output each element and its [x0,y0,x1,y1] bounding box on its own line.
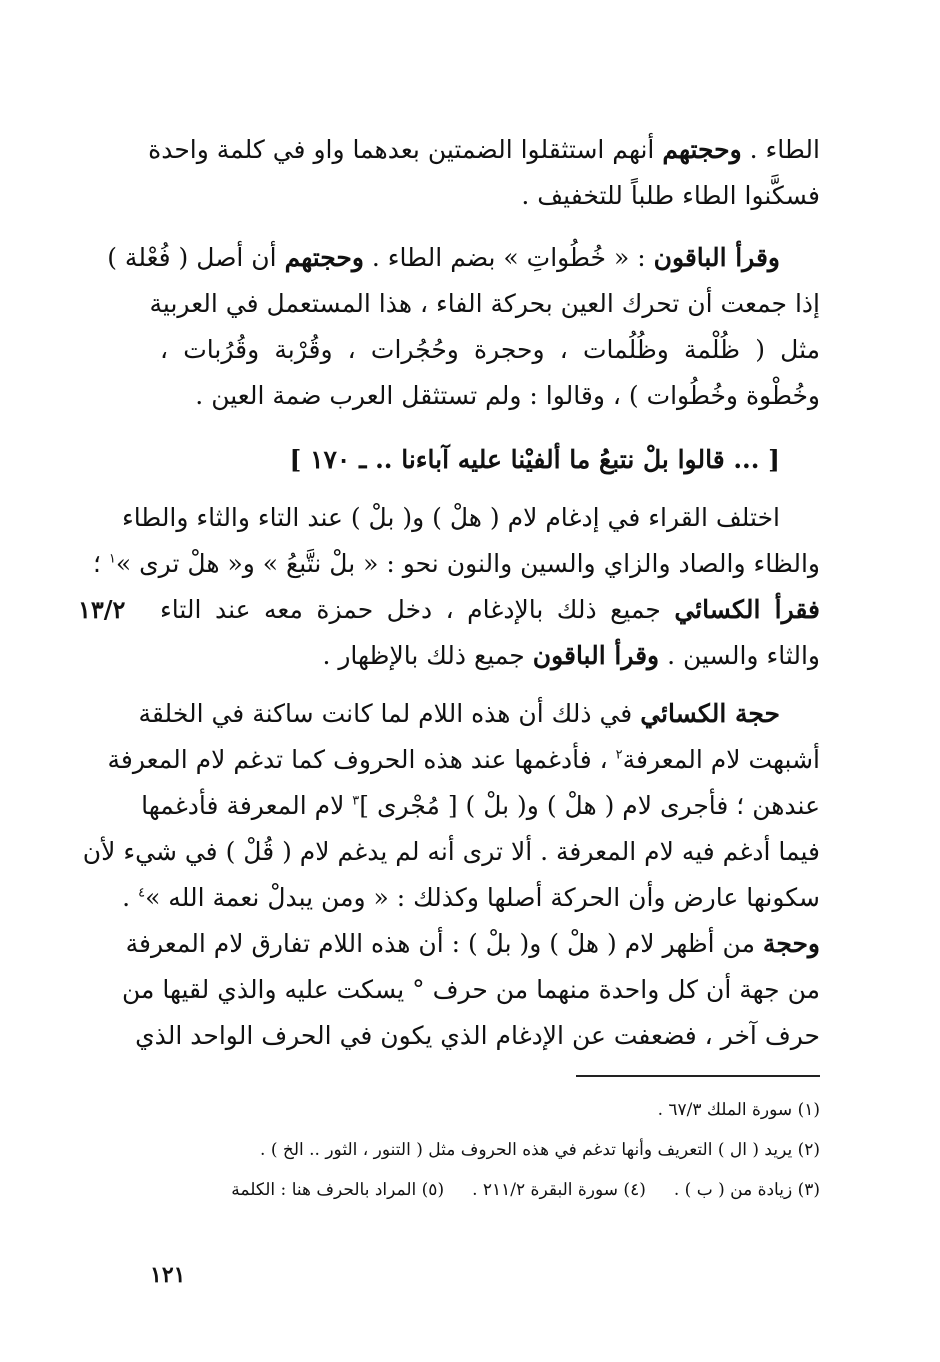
footnote-2: (٢) يريد ( ال ) التعريف وأنها تدغم في هذه الحروف مثل ( التنور ، الثور .. الخ ) . [260,1140,820,1160]
verse-heading: [ ... قالوا بلْ نتبعُ ما ألفيْنا عليه آباءنا .. ـ ١٧٠ ] [289,445,780,474]
bold-term: وحجتهم [284,243,364,272]
paragraph4-line6 [125,924,820,964]
paragraph2-line3: مثل ( ظُلْمة وظُلُمات ، وحجرة وحُجُرات ، وقُرْبة وقُرُبات ، [160,335,820,364]
bold-term: وقرأ الباقون [532,641,660,670]
footnote-marker: ١ [108,551,116,567]
paragraph1-line2: فسكَّنوا الطاء طلباً للتخفيف . [521,181,820,210]
text-run: أشبهت لام المعرفة [622,745,820,774]
paragraph4-line4: فيما أدغم فيه لام المعرفة . ألا ترى أنه لم يدغم لام ( قُلْ ) في شيء لأن [82,837,820,866]
text-run: ؛ [92,549,109,578]
text-run: لام المعرفة فأدغمها [141,791,353,820]
text-run: أن أصل ( فُعْلة ) [107,243,277,272]
paragraph3-line4 [160,636,820,676]
margin-reference: ١٣/٢ [78,595,126,624]
text-run: من أظهر لام ( هلْ ) و( بلْ ) : أن هذه اللام تفارق لام المعرفة [125,929,755,958]
paragraph4-line7: من جهة أن كل واحدة منهما من حرف ° يسكت عليه والذي لقيها من [121,975,820,1004]
paragraph4-line1 [138,694,780,734]
text-run: أنهم استثقلوا الضمتين بعدهما واو في كلمة واحدة [148,135,655,164]
text-run: في ذلك أن هذه اللام لما كانت ساكنة في الخلقة [138,699,633,728]
text-run: ، فأدغمها عند هذه الحروف كما تدغم لام المعرفة [107,745,616,774]
text-run: . [122,883,139,912]
footnote-marker: ٤ [138,885,146,901]
paragraph2-line1 [107,238,780,278]
footnote-4: (٤) سورة البقرة ٢١١/٢ . [472,1180,646,1200]
footnote-5: (٥) المراد بالحرف هنا : الكلمة [231,1180,445,1200]
bold-term: فقرأ الكسائي [674,595,821,624]
text-run: : « خُطُواتِ » بضم الطاء . [371,243,646,272]
bold-term: وحجتهم [662,135,742,164]
footnote-marker: ٣ [352,793,360,809]
paragraph4-line8: حرف آخر ، فضعفت عن الإدغام الذي يكون في الحرف الواحد الذي [135,1021,820,1050]
text-run: والظاء والصاد والزاي والسين والنون نحو : « بلْ نتَّبعُ » و« هلْ ترى » [115,549,820,578]
page-number: ١٢١ [150,1262,186,1288]
paragraph3-line1: اختلف القراء في إدغام لام ( هلْ ) و( بلْ ) عند التاء والثاء والطاء [121,503,780,532]
paragraph4-line5 [122,878,820,918]
bold-term: وقرأ الباقون [653,243,780,272]
text-run: جميع ذلك بالإدغام ، دخل حمزة معه عند التاء [160,595,661,624]
footnote-separator [576,1075,820,1077]
footnote-row-3-5 [140,1176,820,1204]
bold-term: وحجة [762,929,820,958]
paragraph4-line2 [107,740,820,780]
paragraph4-line3 [141,786,820,826]
paragraph3-line2 [92,544,820,584]
footnote-1: (١) سورة الملك ٦٧/٣ . [657,1100,820,1120]
footnote-3: (٣) زيادة من ( ب ) . [673,1180,820,1200]
paragraph2-line2: إذا جمعت أن تحرك العين بحركة الفاء ، هذا المستعمل في العربية [149,289,820,318]
text-run: والثاء والسين . [667,641,820,670]
text-run: عندهن ؛ فأجرى لام ( هلْ ) و( بلْ ) [ مُجْرى ] [359,791,820,820]
text-run: سكونها عارض وأن الحركة أصلها وكذلك : « ومن يبدلْ نعمة الله » [145,883,820,912]
paragraph2-line4: وخُطْوة وخُطُوات ) ، وقالوا : ولم تستثقل العرب ضمة العين . [195,381,820,410]
paragraph3-line3 [160,590,820,630]
footnote-marker: ٢ [615,747,623,763]
paragraph1-line1 [148,130,820,170]
text-run: الطاء . [749,135,820,164]
bold-term: حجة الكسائي [640,699,780,728]
text-run: جميع ذلك بالإظهار . [322,641,525,670]
